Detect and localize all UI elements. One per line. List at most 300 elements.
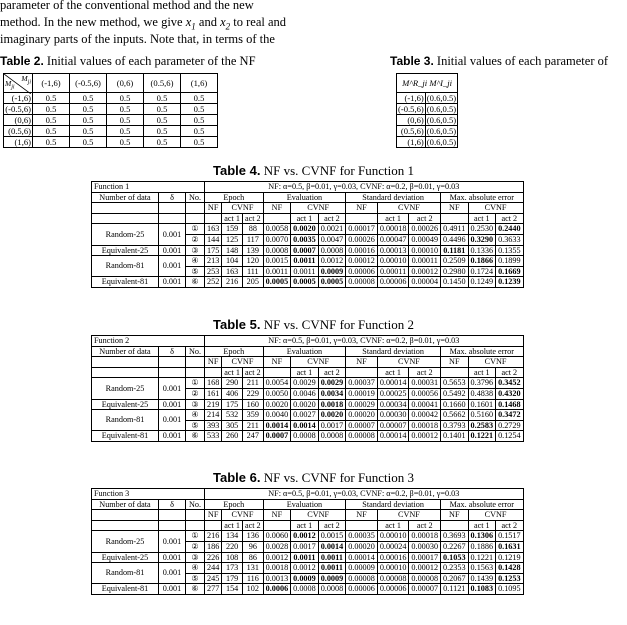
table-row — [397, 93, 458, 104]
header-nf: NF — [263, 203, 291, 214]
epoch-cell: 211 — [242, 420, 263, 431]
mae-cell: 0.3290 — [468, 234, 496, 245]
table3-cell: (0.6,0.5) — [426, 115, 457, 125]
mae-cell: 0.1221 — [468, 552, 496, 563]
table4-grid — [91, 181, 524, 288]
blank — [159, 213, 186, 224]
table2-cell: 0.5 — [144, 126, 181, 137]
epoch-cell: 245 — [205, 573, 222, 584]
group-name: Equivalent-25 — [92, 552, 159, 563]
mae-cell: 0.5160 — [468, 410, 496, 421]
intro-line-3: imaginary parts of the inputs. Note that, in terms of the — [0, 32, 275, 46]
mae-cell: 0.1253 — [496, 573, 524, 584]
mae-cell: 0.1439 — [468, 573, 496, 584]
epoch-cell: 102 — [242, 584, 263, 595]
epoch-cell: 88 — [242, 224, 263, 235]
epoch-cell: 108 — [222, 552, 243, 563]
table2-cell: 0.5 — [144, 104, 181, 115]
header-cvnf: CVNF — [222, 357, 263, 368]
header-nf: NF — [205, 203, 222, 214]
mae-cell: 0.1336 — [468, 245, 496, 256]
table-row — [397, 115, 458, 126]
blank — [159, 367, 186, 378]
header-delta: δ — [159, 346, 186, 357]
header-epoch: Epoch — [205, 192, 264, 203]
epoch-cell: 214 — [205, 410, 222, 421]
std-cell: 0.00008 — [346, 573, 378, 584]
group-delta: 0.001 — [159, 277, 186, 288]
table-row — [92, 563, 524, 574]
evaluation-cell: 0.0009 — [318, 573, 346, 584]
evaluation-cell: 0.0021 — [318, 224, 346, 235]
mae-cell: 0.2509 — [441, 256, 469, 267]
mae-cell: 0.1724 — [468, 266, 496, 277]
table2-cell: 0.5 — [144, 115, 181, 126]
mae-cell: 0.1631 — [496, 541, 524, 552]
table2-corner-top: $M_{ji}$ — [21, 74, 31, 86]
blank — [346, 367, 378, 378]
table2-caption — [0, 54, 256, 69]
mae-cell: 0.1886 — [468, 541, 496, 552]
table-row — [4, 104, 218, 115]
mae-cell: 0.1355 — [496, 245, 524, 256]
header-no: No. — [186, 192, 205, 203]
evaluation-cell: 0.0018 — [318, 399, 346, 410]
evaluation-cell: 0.0047 — [318, 234, 346, 245]
std-cell: 0.00042 — [409, 410, 441, 421]
group-delta: 0.001 — [159, 256, 186, 277]
header-mae: Max. absolute error — [441, 499, 524, 510]
header-act1: act 1 — [468, 520, 496, 531]
group-name: Random-81 — [92, 563, 159, 584]
blank — [441, 213, 469, 224]
mae-cell: 0.2980 — [441, 266, 469, 277]
intro-line-1: parameter of the conventional method and the new — [0, 0, 254, 12]
std-cell: 0.00026 — [346, 234, 378, 245]
mae-cell: 0.1095 — [496, 584, 524, 595]
evaluation-cell: 0.0008 — [263, 245, 291, 256]
table-row — [92, 245, 524, 256]
table2-cell: 0.5 — [33, 126, 70, 137]
group-delta: 0.001 — [159, 410, 186, 431]
table2-col-header: (-1,6) — [33, 74, 70, 93]
evaluation-cell: 0.0008 — [318, 431, 346, 442]
header-act1: act 1 — [377, 520, 409, 531]
evaluation-cell: 0.0014 — [318, 541, 346, 552]
group-delta: 0.001 — [159, 431, 186, 442]
std-cell: 0.00020 — [346, 410, 378, 421]
table-row — [4, 126, 218, 137]
mae-cell: 0.4838 — [468, 388, 496, 399]
mae-cell: 0.3472 — [496, 410, 524, 421]
evaluation-cell: 0.0040 — [263, 410, 291, 421]
table4 — [91, 181, 524, 288]
header-cvnf: CVNF — [291, 357, 346, 368]
header-act2: act 2 — [318, 213, 346, 224]
table-row — [92, 224, 524, 235]
params-label: NF: α=0.5, β=0.01, γ=0.03, CVNF: α=0.2, β=0.01, γ=0.03 — [205, 489, 524, 500]
table2-caption-label: Table 2. — [0, 54, 44, 68]
header-no: No. — [186, 346, 205, 357]
evaluation-cell: 0.0027 — [291, 410, 319, 421]
table6-caption-text: NF vs. CVNF for Function 3 — [260, 470, 414, 485]
header-evaluation: Evaluation — [263, 346, 346, 357]
evaluation-cell: 0.0028 — [263, 541, 291, 552]
table2-cell: 0.5 — [181, 93, 218, 104]
evaluation-cell: 0.0011 — [263, 266, 291, 277]
row-number: ⑥ — [186, 584, 205, 595]
blank — [263, 520, 291, 531]
blank — [186, 510, 205, 521]
mae-cell: 0.1450 — [441, 277, 469, 288]
epoch-cell: 125 — [222, 234, 243, 245]
table-row — [397, 137, 458, 148]
table2-cell: 0.5 — [181, 115, 218, 126]
table6-caption-label: Table 6. — [213, 470, 261, 485]
epoch-cell: 179 — [222, 573, 243, 584]
table3-cell: (0.6,0.5) — [426, 126, 457, 136]
group-delta: 0.001 — [159, 245, 186, 256]
table2-cell: 0.5 — [70, 104, 107, 115]
table3-cell: (0.6,0.5) — [426, 137, 457, 147]
function-label: Function 2 — [92, 336, 205, 347]
blank — [92, 510, 159, 521]
row-number: ④ — [186, 563, 205, 574]
group-name: Equivalent-25 — [92, 245, 159, 256]
evaluation-cell: 0.0005 — [291, 277, 319, 288]
table-row — [92, 256, 524, 267]
header-nf: NF — [263, 357, 291, 368]
epoch-cell: 220 — [222, 541, 243, 552]
std-cell: 0.00006 — [346, 584, 378, 595]
epoch-cell: 161 — [205, 388, 222, 399]
evaluation-cell: 0.0005 — [263, 277, 291, 288]
std-cell: 0.00017 — [346, 224, 378, 235]
header-number-of-data: Number of data — [92, 346, 159, 357]
mae-cell: 0.1660 — [441, 399, 469, 410]
evaluation-cell: 0.0005 — [318, 277, 346, 288]
epoch-cell: 393 — [205, 420, 222, 431]
std-cell: 0.00014 — [377, 431, 409, 442]
evaluation-cell: 0.0011 — [318, 552, 346, 563]
table3-row-label: (0,6) — [397, 115, 426, 126]
std-cell: 0.00018 — [409, 531, 441, 542]
header-act2: act 2 — [496, 213, 524, 224]
blank — [159, 520, 186, 531]
params-label: NF: α=0.5, β=0.01, γ=0.03, CVNF: α=0.2, β=0.01, γ=0.03 — [205, 336, 524, 347]
std-cell: 0.00006 — [377, 584, 409, 595]
epoch-cell: 120 — [242, 256, 263, 267]
row-number: ⑤ — [186, 266, 205, 277]
mae-cell: 0.2267 — [441, 541, 469, 552]
group-name: Equivalent-81 — [92, 277, 159, 288]
row-number: ② — [186, 388, 205, 399]
header-act1: act 1 — [377, 213, 409, 224]
std-cell: 0.00007 — [377, 420, 409, 431]
evaluation-cell: 0.0014 — [291, 420, 319, 431]
epoch-cell: 226 — [205, 552, 222, 563]
evaluation-cell: 0.0058 — [263, 224, 291, 235]
header-std: Standard deviation — [346, 499, 441, 510]
epoch-cell: 216 — [205, 531, 222, 542]
table2-cell: 0.5 — [33, 104, 70, 115]
blank — [92, 367, 159, 378]
evaluation-cell: 0.0011 — [291, 552, 319, 563]
row-number: ④ — [186, 256, 205, 267]
mae-cell: 0.2583 — [468, 420, 496, 431]
mae-cell: 0.1181 — [441, 245, 469, 256]
table2-col-header: (0,6) — [107, 74, 144, 93]
std-cell: 0.00012 — [409, 266, 441, 277]
mae-cell: 0.1866 — [468, 256, 496, 267]
mae-cell: 0.3796 — [468, 378, 496, 389]
std-cell: 0.00012 — [409, 431, 441, 442]
std-cell: 0.00013 — [377, 245, 409, 256]
evaluation-cell: 0.0020 — [318, 410, 346, 421]
std-cell: 0.00014 — [346, 552, 378, 563]
blank — [159, 357, 186, 368]
std-cell: 0.00035 — [346, 531, 378, 542]
std-cell: 0.00049 — [409, 234, 441, 245]
mae-cell: 0.2353 — [441, 563, 469, 574]
std-cell: 0.00010 — [377, 531, 409, 542]
std-cell: 0.00018 — [409, 420, 441, 431]
mae-cell: 0.1517 — [496, 531, 524, 542]
epoch-cell: 111 — [242, 266, 263, 277]
row-number: ② — [186, 541, 205, 552]
epoch-cell: 131 — [242, 563, 263, 574]
header-epoch: Epoch — [205, 346, 264, 357]
mae-cell: 0.1563 — [468, 563, 496, 574]
row-number: ⑤ — [186, 573, 205, 584]
header-act2: act 2 — [409, 367, 441, 378]
table3-grid — [396, 73, 458, 148]
table4-caption-label: Table 4. — [213, 163, 261, 178]
blank — [346, 213, 378, 224]
table3-caption-label: Table 3. — [390, 54, 434, 68]
table3-caption-text: Initial values of each parameter of — [433, 54, 609, 68]
table2-cell: 0.5 — [70, 93, 107, 104]
header-act2: act 2 — [409, 213, 441, 224]
mae-cell: 0.1899 — [496, 256, 524, 267]
header-evaluation: Evaluation — [263, 499, 346, 510]
evaluation-cell: 0.0007 — [263, 431, 291, 442]
group-delta: 0.001 — [159, 399, 186, 410]
group-delta: 0.001 — [159, 531, 186, 552]
mae-cell: 0.1306 — [468, 531, 496, 542]
epoch-cell: 216 — [222, 277, 243, 288]
std-cell: 0.00012 — [346, 256, 378, 267]
row-number: ① — [186, 378, 205, 389]
table2-corner — [4, 74, 33, 93]
header-number-of-data: Number of data — [92, 499, 159, 510]
blank — [346, 520, 378, 531]
std-cell: 0.00037 — [346, 378, 378, 389]
mae-cell: 0.1221 — [468, 431, 496, 442]
mae-cell: 0.3693 — [441, 531, 469, 542]
evaluation-cell: 0.0017 — [291, 541, 319, 552]
std-cell: 0.00026 — [409, 224, 441, 235]
std-cell: 0.00006 — [377, 277, 409, 288]
std-cell: 0.00008 — [409, 573, 441, 584]
epoch-cell: 406 — [222, 388, 243, 399]
mae-cell: 0.3793 — [441, 420, 469, 431]
mae-cell: 0.1428 — [496, 563, 524, 574]
epoch-cell: 175 — [222, 399, 243, 410]
header-cvnf: CVNF — [468, 203, 523, 214]
blank — [186, 357, 205, 368]
std-cell: 0.00010 — [377, 256, 409, 267]
epoch-cell: 96 — [242, 541, 263, 552]
std-cell: 0.00008 — [377, 573, 409, 584]
epoch-cell: 211 — [242, 378, 263, 389]
mae-cell: 0.3633 — [496, 234, 524, 245]
table2-cell: 0.5 — [107, 93, 144, 104]
blank — [186, 213, 205, 224]
header-nf: NF — [346, 357, 378, 368]
header-nf: NF — [346, 510, 378, 521]
blank — [186, 520, 205, 531]
table2-cell: 0.5 — [107, 126, 144, 137]
header-act1: act 1 — [377, 367, 409, 378]
table2-col-header: (1,6) — [181, 74, 218, 93]
function-label: Function 1 — [92, 182, 205, 193]
header-act2: act 2 — [242, 520, 263, 531]
header-act2: act 2 — [318, 520, 346, 531]
header-cvnf: CVNF — [291, 510, 346, 521]
header-cvnf: CVNF — [222, 203, 263, 214]
epoch-cell: 533 — [205, 431, 222, 442]
mae-cell: 0.4911 — [441, 224, 469, 235]
header-act1: act 1 — [291, 213, 319, 224]
blank — [205, 213, 222, 224]
evaluation-cell: 0.0046 — [291, 388, 319, 399]
header-delta: δ — [159, 192, 186, 203]
evaluation-cell: 0.0008 — [291, 431, 319, 442]
evaluation-cell: 0.0011 — [291, 266, 319, 277]
epoch-cell: 134 — [222, 531, 243, 542]
mae-cell: 0.5492 — [441, 388, 469, 399]
blank — [92, 357, 159, 368]
evaluation-cell: 0.0015 — [263, 256, 291, 267]
header-cvnf: CVNF — [222, 510, 263, 521]
table5 — [91, 335, 524, 442]
table2-row-label: (0.5,6) — [4, 126, 33, 137]
table2-cell: 0.5 — [70, 126, 107, 137]
table5-caption-label: Table 5. — [213, 317, 261, 332]
mae-cell: 0.1083 — [468, 584, 496, 595]
group-delta: 0.001 — [159, 584, 186, 595]
mae-cell: 0.2067 — [441, 573, 469, 584]
header-number-of-data: Number of data — [92, 192, 159, 203]
table3-row-label: (0.5,6) — [397, 126, 426, 137]
mae-cell: 0.1468 — [496, 399, 524, 410]
header-act1: act 1 — [468, 367, 496, 378]
evaluation-cell: 0.0009 — [291, 573, 319, 584]
epoch-cell: 229 — [242, 388, 263, 399]
table-row — [92, 399, 524, 410]
epoch-cell: 252 — [205, 277, 222, 288]
std-cell: 0.00019 — [346, 388, 378, 399]
epoch-cell: 86 — [242, 552, 263, 563]
row-number: ⑤ — [186, 420, 205, 431]
row-number: ④ — [186, 410, 205, 421]
epoch-cell: 213 — [205, 256, 222, 267]
epoch-cell: 154 — [222, 584, 243, 595]
mae-cell: 0.5662 — [441, 410, 469, 421]
blank — [186, 367, 205, 378]
table6-grid — [91, 488, 524, 595]
header-act2: act 2 — [242, 367, 263, 378]
table3-header-text: M^R_ji M^I_ji — [402, 78, 453, 88]
table-row — [92, 552, 524, 563]
header-act1: act 1 — [291, 520, 319, 531]
header-mae: Max. absolute error — [441, 346, 524, 357]
epoch-cell: 305 — [222, 420, 243, 431]
std-cell: 0.00017 — [409, 552, 441, 563]
row-number: ③ — [186, 399, 205, 410]
header-nf: NF — [441, 357, 469, 368]
std-cell: 0.00030 — [377, 410, 409, 421]
std-cell: 0.00014 — [377, 378, 409, 389]
table2-cell: 0.5 — [107, 104, 144, 115]
epoch-cell: 244 — [205, 563, 222, 574]
table-row — [92, 277, 524, 288]
table3-row-label: (1,6) — [397, 137, 426, 148]
group-delta: 0.001 — [159, 563, 186, 584]
header-act2: act 2 — [496, 367, 524, 378]
function-label: Function 3 — [92, 489, 205, 500]
epoch-cell: 290 — [222, 378, 243, 389]
evaluation-cell: 0.0008 — [318, 584, 346, 595]
table2-cell: 0.5 — [33, 137, 70, 148]
table2-cell: 0.5 — [33, 115, 70, 126]
blank — [92, 213, 159, 224]
header-act1: act 1 — [222, 520, 243, 531]
mae-cell: 0.2530 — [468, 224, 496, 235]
table2-cell: 0.5 — [70, 137, 107, 148]
header-nf: NF — [346, 203, 378, 214]
std-cell: 0.00007 — [346, 420, 378, 431]
table2-row-label: (0,6) — [4, 115, 33, 126]
group-delta: 0.001 — [159, 224, 186, 245]
mae-cell: 0.1601 — [468, 399, 496, 410]
header-cvnf: CVNF — [377, 357, 440, 368]
mae-cell: 0.1121 — [441, 584, 469, 595]
epoch-cell: 359 — [242, 410, 263, 421]
table2-cell: 0.5 — [181, 126, 218, 137]
evaluation-cell: 0.0013 — [263, 573, 291, 584]
evaluation-cell: 0.0050 — [263, 388, 291, 399]
table3-row-label: (-0.5,6) — [398, 104, 424, 114]
blank — [159, 203, 186, 214]
evaluation-cell: 0.0018 — [263, 563, 291, 574]
table2-col-header: (-0.5,6) — [70, 74, 107, 93]
header-epoch: Epoch — [205, 499, 264, 510]
epoch-cell: 168 — [205, 378, 222, 389]
evaluation-cell: 0.0014 — [263, 420, 291, 431]
table2-cell: 0.5 — [107, 137, 144, 148]
blank — [441, 367, 469, 378]
table-row — [92, 584, 524, 595]
epoch-cell: 117 — [242, 234, 263, 245]
row-number: ① — [186, 224, 205, 235]
params-label: NF: α=0.5, β=0.01, γ=0.03, CVNF: α=0.2, β=0.01, γ=0.03 — [205, 182, 524, 193]
mae-cell: 0.1239 — [496, 277, 524, 288]
std-cell: 0.00016 — [377, 552, 409, 563]
table2-cell: 0.5 — [107, 115, 144, 126]
epoch-cell: 163 — [205, 224, 222, 235]
